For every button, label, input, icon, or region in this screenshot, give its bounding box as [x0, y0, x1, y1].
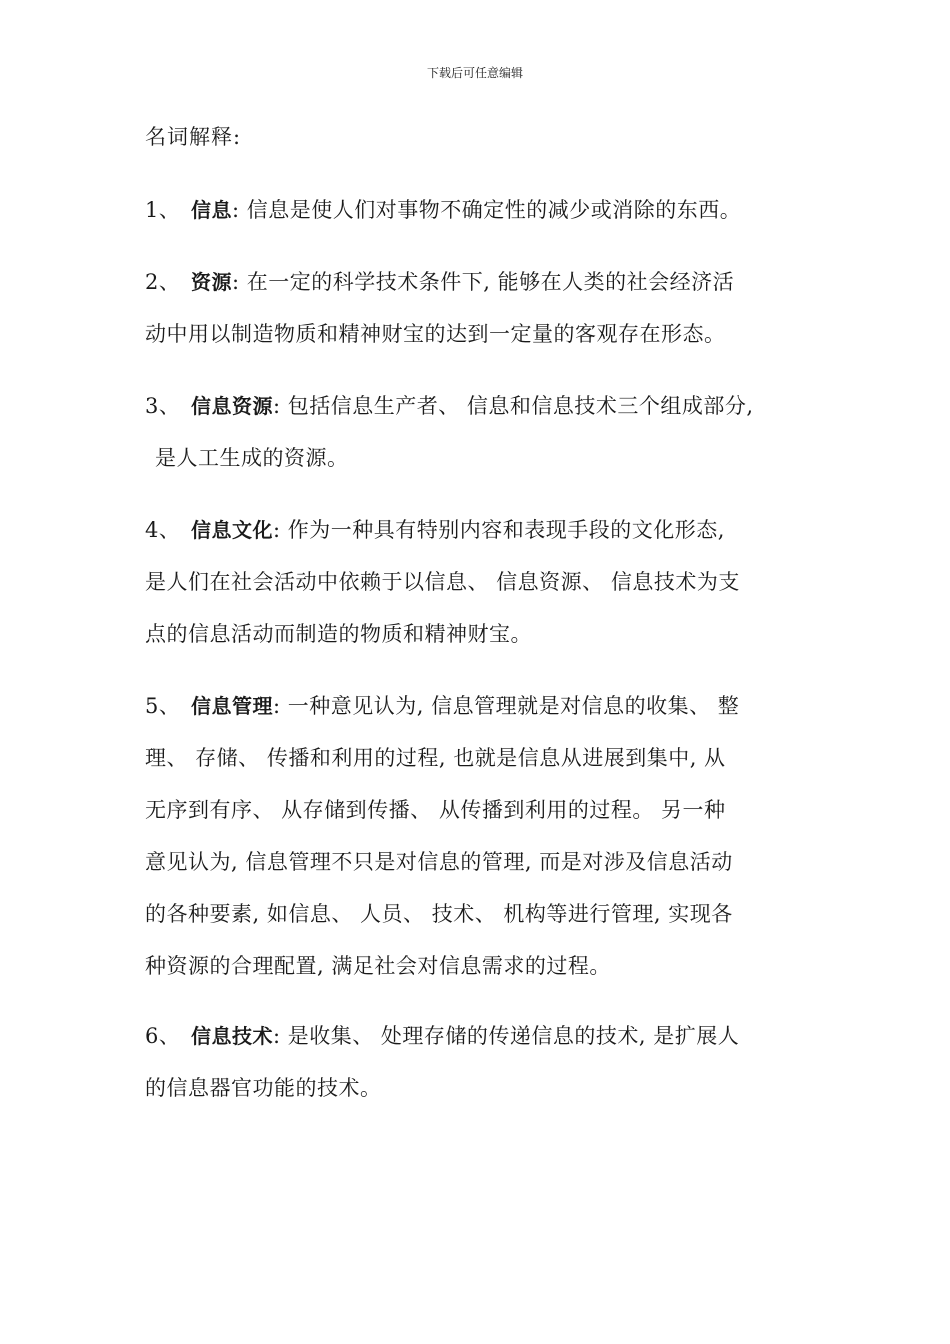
entry-term: 资源: [191, 270, 232, 294]
definition-line: [145, 504, 810, 556]
entry-number: 5、: [145, 694, 181, 718]
entry-text: : 一种意见认为, 信息管理就是对信息的收集、 整: [273, 694, 740, 718]
definition-line: [145, 680, 810, 732]
definition-line: 点的信息活动而制造的物质和精神财宝。: [145, 622, 532, 646]
entry-text: : 在一定的科学技术条件下, 能够在人类的社会经济活: [232, 270, 735, 294]
entry-term: 信息技术: [191, 1024, 273, 1048]
definition-line: 无序到有序、 从存储到传播、 从传播到利用的过程。 另一种: [145, 798, 726, 822]
definition-entry-5: [145, 680, 810, 992]
entry-number: 4、: [145, 518, 181, 542]
entry-number: 1、: [145, 198, 181, 222]
entry-text: : 包括信息生产者、 信息和信息技术三个组成部分,: [273, 394, 754, 418]
page-header: 下载后可任意编辑: [426, 66, 523, 80]
definition-line: 的各种要素, 如信息、 人员、 技术、 机构等进行管理, 实现各: [145, 902, 733, 926]
definition-line: 动中用以制造物质和精神财宝的达到一定量的客观存在形态。: [145, 322, 726, 346]
entry-text: : 信息是使人们对事物不确定性的减少或消除的东西。: [232, 198, 742, 222]
definition-entry-4: [145, 504, 810, 660]
definition-line: 种资源的合理配置, 满足社会对信息需求的过程。: [145, 954, 611, 978]
entry-text: : 作为一种具有特别内容和表现手段的文化形态,: [273, 518, 725, 542]
entry-term: 信息管理: [191, 694, 273, 718]
entry-number: 3、: [145, 394, 181, 418]
entry-term: 信息文化: [191, 518, 273, 542]
definition-entry-6: [145, 1010, 810, 1114]
definition-entry-3: [145, 380, 810, 484]
entry-term: 信息资源: [191, 394, 273, 418]
definition-line: [145, 1010, 810, 1062]
definition-line: [145, 380, 810, 432]
entry-term: 信息: [191, 198, 232, 222]
entry-text: : 是收集、 处理存储的传递信息的技术, 是扩展人: [273, 1024, 740, 1048]
definition-line: [145, 256, 810, 308]
definition-line: 的信息器官功能的技术。: [145, 1076, 382, 1100]
definition-line: [145, 184, 810, 236]
entry-number: 2、: [145, 270, 181, 294]
definition-line: 是人工生成的资源。: [155, 446, 349, 470]
definition-entry-1: [145, 184, 810, 236]
definition-line: 是人们在社会活动中依赖于以信息、 信息资源、 信息技术为支: [145, 570, 740, 594]
definition-entry-2: [145, 256, 810, 360]
definition-line: 理、 存储、 传播和利用的过程, 也就是信息从进展到集中, 从: [145, 746, 726, 770]
entry-number: 6、: [145, 1024, 181, 1048]
section-title: 名词解释:: [145, 125, 242, 149]
definition-line: 意见认为, 信息管理不只是对信息的管理, 而是对涉及信息活动: [145, 850, 733, 874]
